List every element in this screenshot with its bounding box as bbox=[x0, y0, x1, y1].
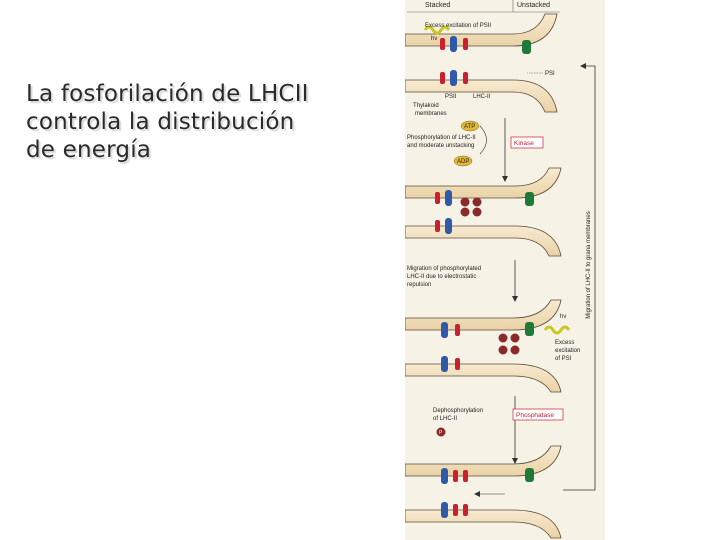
unstacked-label: Unstacked bbox=[517, 2, 551, 9]
dephosphorylation-label-2: of LHC-II bbox=[433, 416, 458, 422]
phospho-lhcii bbox=[499, 346, 508, 355]
thylakoid-label-2: membranes bbox=[415, 111, 447, 117]
dephosphorylation-label-1: Dephosphorylation bbox=[433, 408, 484, 414]
phospho-lhcii bbox=[473, 198, 482, 207]
lhcii-complex bbox=[463, 72, 468, 84]
psi-label: PSI bbox=[545, 71, 555, 77]
title-line-1: La fosforilación de LHCII bbox=[26, 81, 309, 107]
lhcii-phosphorylation-figure bbox=[405, 0, 605, 540]
psii-label: PSII bbox=[445, 94, 457, 100]
lhcii-complex bbox=[453, 470, 458, 482]
slide-title bbox=[26, 80, 386, 164]
stacked-label: Stacked bbox=[425, 2, 451, 9]
psii-complex bbox=[445, 190, 452, 206]
psii-complex bbox=[441, 322, 448, 338]
psii-complex bbox=[441, 356, 448, 372]
psi-complex bbox=[525, 192, 534, 206]
psii-complex bbox=[441, 468, 448, 484]
psii-complex bbox=[445, 218, 452, 234]
adp-label: ADP bbox=[457, 159, 470, 165]
excess-psi-label-3: of PSI bbox=[555, 356, 572, 362]
kinase-label: Kinase bbox=[514, 140, 534, 147]
title-line-3: de energía bbox=[26, 137, 152, 163]
phospho-lhcii bbox=[461, 198, 470, 207]
psii-complex bbox=[450, 70, 457, 86]
psi-complex bbox=[525, 468, 534, 482]
psi-complex bbox=[525, 322, 534, 336]
phosphate-label: P bbox=[439, 430, 443, 436]
excess-psii-label: Excess excitation of PSII bbox=[425, 23, 492, 29]
excess-psi-label-2: excitation bbox=[555, 348, 581, 354]
lhcii-complex bbox=[463, 470, 468, 482]
migration-label-3: repulsion bbox=[407, 282, 432, 288]
excess-psi-label-1: Excess bbox=[555, 340, 575, 346]
phospho-lhcii bbox=[499, 334, 508, 343]
lhcii-complex bbox=[455, 358, 460, 370]
psii-complex bbox=[441, 502, 448, 518]
phosphorylation-label-1: Phosphorylation of LHC-II bbox=[407, 135, 476, 141]
phosphatase-label: Phosphatase bbox=[516, 412, 554, 419]
title-line-2: controla la distribución bbox=[26, 109, 295, 135]
migration-label-1: Migration of phosphorylated bbox=[407, 266, 482, 272]
lhcii-complex bbox=[440, 38, 445, 50]
atp-label: ATP bbox=[464, 124, 476, 130]
lhcii-complex bbox=[455, 324, 460, 336]
psi-complex bbox=[522, 40, 531, 54]
hv-label: hν bbox=[560, 314, 567, 320]
phospho-lhcii bbox=[473, 208, 482, 217]
lhcii-complex bbox=[463, 504, 468, 516]
lhcii-complex bbox=[453, 504, 458, 516]
phospho-lhcii bbox=[511, 346, 520, 355]
phospho-lhcii bbox=[461, 208, 470, 217]
lhcii-complex bbox=[440, 72, 445, 84]
migration-label-2: LHC-II due to electrostatic bbox=[407, 274, 477, 280]
thylakoid-label-1: Thylakoid bbox=[413, 103, 439, 109]
phospho-lhcii bbox=[511, 334, 520, 343]
lhcii-complex bbox=[463, 38, 468, 50]
hv-label: hν bbox=[431, 36, 438, 42]
phosphorylation-label-2: and moderate unstacking bbox=[407, 143, 475, 149]
lhcii-complex bbox=[435, 192, 440, 204]
migration-side-label: Migration of LHC-II to grana membranes bbox=[586, 211, 592, 319]
lhcii-complex bbox=[435, 220, 440, 232]
psii-complex bbox=[450, 36, 457, 52]
lhcii-label: LHC-II bbox=[473, 94, 491, 100]
